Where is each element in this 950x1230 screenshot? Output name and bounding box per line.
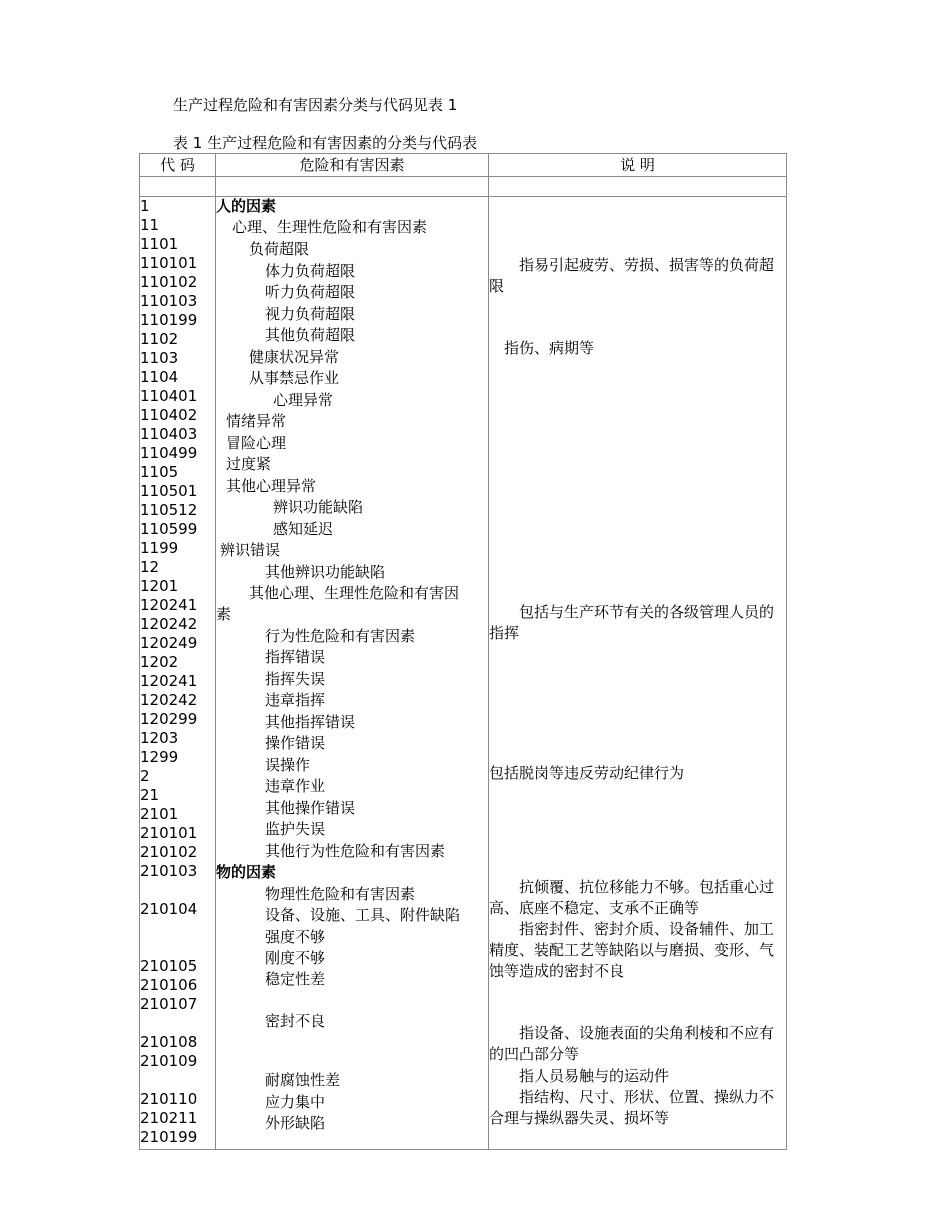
- table-caption: 表 1 生产过程危险和有害因素的分类与代码表: [173, 134, 478, 152]
- code-cell: 210199: [140, 1128, 198, 1146]
- code-cell: 21: [140, 786, 160, 804]
- code-cell: 210107: [140, 995, 198, 1013]
- code-cell: 210103: [140, 862, 198, 880]
- factor-cell: 健康状况异常: [249, 348, 340, 366]
- factor-cell: 其他心理、生理性危险和有害因: [249, 584, 460, 602]
- factor-cell: 过度紧: [226, 455, 272, 473]
- code-cell: 1103: [140, 349, 179, 367]
- note-cell: 包括脱岗等违反劳动纪律行为: [489, 764, 685, 782]
- code-cell: 1202: [140, 653, 179, 671]
- factor-cell: 其他辨识功能缺陷: [265, 563, 386, 581]
- note-cell: 抗倾覆、抗位移能力不够。包括重心过高、底座不稳定、支承不正确等: [489, 878, 775, 917]
- code-cell: 11: [140, 216, 160, 234]
- factor-cell: 指挥错误: [265, 648, 326, 666]
- code-cell: 120242: [140, 691, 198, 709]
- code-cell: 210106: [140, 976, 198, 994]
- note-cell: 指伤、病期等: [489, 339, 595, 357]
- factor-cell: 刚度不够: [265, 949, 326, 967]
- note-cell: 指密封件、密封介质、设备辅件、加工精度、装配工艺等缺陷以与磨损、变形、气蚀等造成的密封不良: [489, 920, 775, 980]
- code-cell: 2: [140, 767, 150, 785]
- code-cell: 1105: [140, 463, 179, 481]
- code-cell: 210105: [140, 957, 198, 975]
- code-cell: 110512: [140, 501, 198, 519]
- code-cell: 110401: [140, 387, 198, 405]
- header-note: 说 明: [489, 154, 787, 177]
- code-cell: 1: [140, 197, 150, 215]
- factor-cell: 心理、生理性危险和有害因素: [232, 218, 428, 236]
- factor-cell: 冒险心理: [226, 434, 287, 452]
- factor-cell: 监护失误: [265, 820, 326, 838]
- factor-cell: 辨识功能缺陷: [273, 498, 364, 516]
- intro-text: 生产过程危险和有害因素分类与代码见表 1: [173, 96, 458, 114]
- factor-cell: 违章指挥: [265, 691, 326, 709]
- factor-cell: 误操作: [265, 756, 311, 774]
- code-cell: 210211: [140, 1109, 198, 1127]
- factor-cell: 感知延迟: [273, 520, 334, 538]
- code-cell: 120241: [140, 672, 198, 690]
- note-cell: 包括与生产环节有关的各级管理人员的指挥: [489, 603, 775, 642]
- factor-cell: 物理性危险和有害因素: [265, 885, 416, 903]
- factor-cell: 强度不够: [265, 928, 326, 946]
- factor-cell: 应力集中: [265, 1093, 326, 1111]
- factor-cell: 物的因素: [216, 863, 277, 881]
- factor-cell: 心理异常: [273, 391, 334, 409]
- hazard-code-table: [139, 153, 787, 1150]
- factor-cell: 视力负荷超限: [265, 305, 356, 323]
- code-cell: 1102: [140, 330, 179, 348]
- code-cell: 210104: [140, 900, 198, 918]
- factor-cell: 稳定性差: [265, 970, 326, 988]
- code-cell: 120241: [140, 596, 198, 614]
- factor-cell: 密封不良: [265, 1012, 326, 1030]
- code-cell: 210101: [140, 824, 198, 842]
- code-cell: 120299: [140, 710, 198, 728]
- code-cell: 210102: [140, 843, 198, 861]
- code-cell: 1101: [140, 235, 179, 253]
- code-cell: 110199: [140, 311, 198, 329]
- factor-cell: 从事禁忌作业: [249, 369, 340, 387]
- code-cell: 120249: [140, 634, 198, 652]
- code-cell: 210110: [140, 1090, 198, 1108]
- factor-cell: 人的因素: [216, 197, 277, 215]
- factor-cell: 其他行为性危险和有害因素: [265, 842, 446, 860]
- code-column: [140, 197, 215, 1149]
- code-cell: 110103: [140, 292, 198, 310]
- code-cell: 210108: [140, 1033, 198, 1051]
- code-cell: 1104: [140, 368, 179, 386]
- code-cell: 110403: [140, 425, 198, 443]
- note-cell: 指设备、设施表面的尖角利棱和不应有的凹凸部分等: [489, 1024, 775, 1063]
- factor-cell: 情绪异常: [226, 412, 287, 430]
- factor-cell: 外形缺陷: [265, 1114, 326, 1132]
- factor-cell: 负荷超限: [249, 240, 310, 258]
- code-cell: 2101: [140, 805, 179, 823]
- factor-cell: 其他指挥错误: [265, 713, 356, 731]
- code-cell: 110102: [140, 273, 198, 291]
- code-cell: 1299: [140, 748, 179, 766]
- factor-cell: 其他操作错误: [265, 799, 356, 817]
- code-cell: 1199: [140, 539, 179, 557]
- factor-cell: 辨识错误: [220, 541, 281, 559]
- factor-cell: 其他负荷超限: [265, 326, 356, 344]
- note-column: [489, 197, 786, 1149]
- factor-cell: 体力负荷超限: [265, 262, 356, 280]
- header-code: 代 码: [140, 154, 216, 177]
- code-cell: 110599: [140, 520, 198, 538]
- factor-cell: 行为性危险和有害因素: [265, 627, 416, 645]
- code-cell: 1203: [140, 729, 179, 747]
- code-cell: 1201: [140, 577, 179, 595]
- factor-cell: 设备、设施、工具、附件缺陷: [265, 906, 461, 924]
- factor-cell: 耐腐蚀性差: [265, 1071, 341, 1089]
- code-cell: 12: [140, 558, 160, 576]
- code-cell: 210109: [140, 1052, 198, 1070]
- note-cell: 指人员易触与的运动件: [489, 1067, 670, 1085]
- factor-cell: 违章作业: [265, 777, 326, 795]
- code-cell: 110501: [140, 482, 198, 500]
- factor-cell: 指挥失误: [265, 670, 326, 688]
- note-cell: 指易引起疲劳、劳损、损害等的负荷超限: [489, 256, 775, 295]
- code-cell: 110499: [140, 444, 198, 462]
- note-cell: 指结构、尺寸、形状、位置、操纵力不合理与操纵器失灵、损坏等: [489, 1088, 775, 1127]
- factor-cell: 其他心理异常: [226, 477, 317, 495]
- code-cell: 110101: [140, 254, 198, 272]
- factor-cell: 操作错误: [265, 734, 326, 752]
- code-cell: 110402: [140, 406, 198, 424]
- header-factor: 危险和有害因素: [216, 154, 489, 177]
- factor-column: [216, 197, 488, 1149]
- factor-cell: 素: [216, 605, 232, 623]
- factor-cell: 听力负荷超限: [265, 283, 356, 301]
- code-cell: 120242: [140, 615, 198, 633]
